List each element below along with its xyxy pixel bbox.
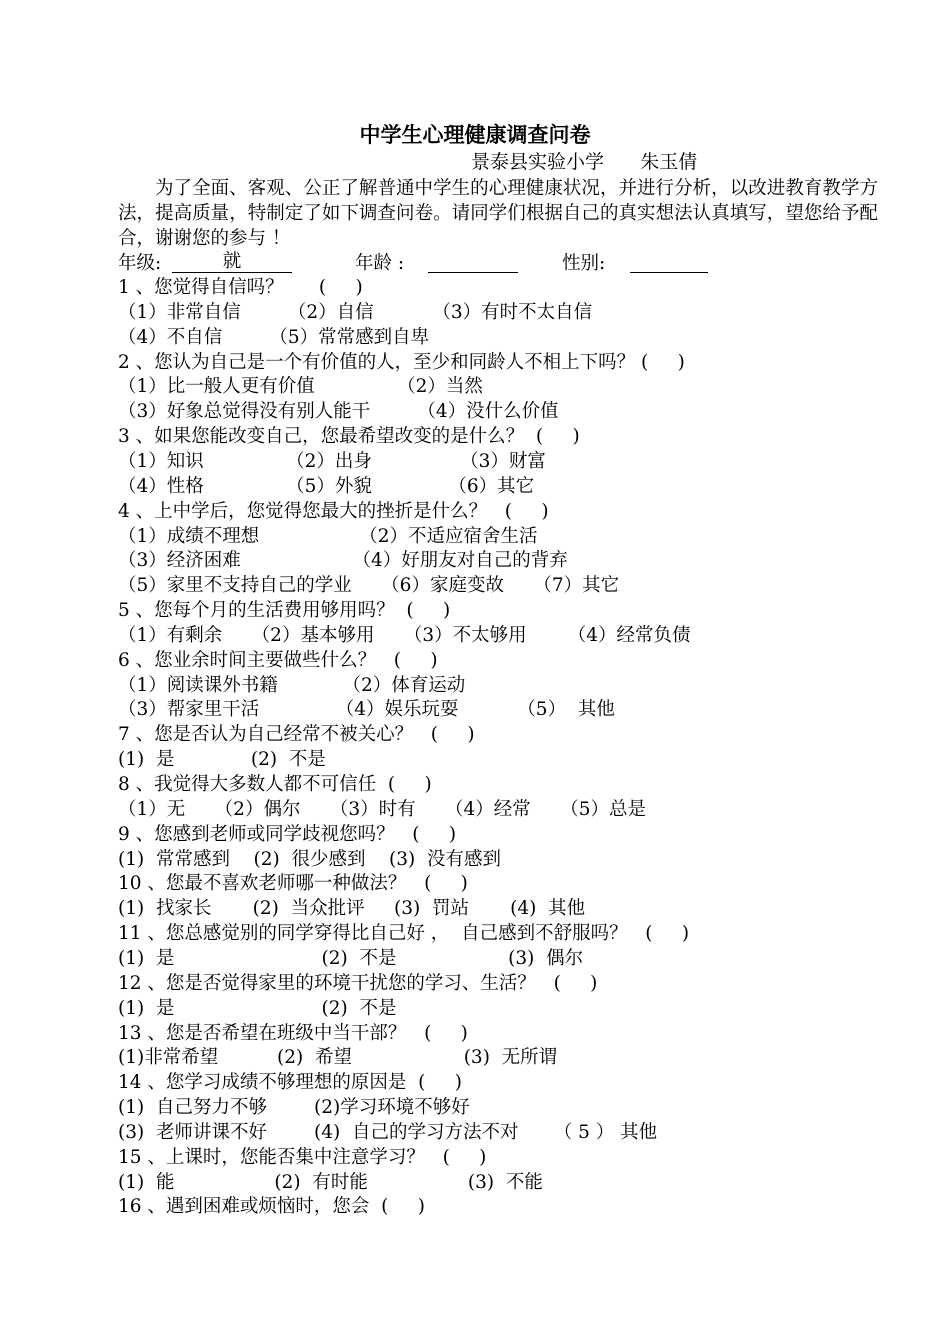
option-line: (1) 找家长 (2) 当众批评 (3) 罚站 (4) 其他 xyxy=(118,898,586,919)
gender-label: 性别: xyxy=(562,253,606,274)
option-line: （4）不自信 （5）常常感到自卑 xyxy=(118,327,430,348)
option-line: (1) 常常感到 (2) 很少感到 (3) 没有感到 xyxy=(118,849,501,870)
option-line: (1) 能 (2) 有时能 (3) 不能 xyxy=(118,1172,543,1193)
option-line: （1）比一般人更有价值 （2）当然 xyxy=(118,376,483,397)
question-line: 4 、上中学后，您觉得您最大的挫折是什么？ ( ) xyxy=(118,501,549,522)
option-line: （1）有剩余 （2）基本够用 （3）不太够用 （4）经常负债 xyxy=(118,625,691,646)
option-line: （4）性格 （5）外貌 （6）其它 xyxy=(118,476,535,497)
option-line: (1) 是 (2) 不是 (3) 偶尔 xyxy=(118,948,584,969)
question-line: 14 、您学习成绩不够理想的原因是 ( ) xyxy=(118,1072,463,1093)
option-line: （3）经济困难 （4）好朋友对自己的背弃 xyxy=(118,550,568,571)
question-line: 5 、您每个月的生活费用够用吗？ ( ) xyxy=(118,600,451,621)
option-line: （1）非常自信 （2）自信 （3）有时不太自信 xyxy=(118,302,593,323)
question-line: 11 、您总感觉别的同学穿得比自己好 ， 自己感到不舒服吗？ ( ) xyxy=(118,923,690,944)
question-line: 3 、如果您能改变自己，您最希望改变的是什么？ ( ) xyxy=(118,426,580,447)
option-line: （3）帮家里干活 （4）娱乐玩耍 （5） 其他 xyxy=(118,699,615,720)
question-line: 6 、您业余时间主要做些什么？ ( ) xyxy=(118,650,438,671)
question-line: 9 、您感到老师或同学歧视您吗？ ( ) xyxy=(118,824,457,845)
option-line: （3）好象总觉得没有别人能干 （4）没什么价值 xyxy=(118,401,559,422)
question-line: 8 、我觉得大多数人都不可信任 ( ) xyxy=(118,774,432,795)
question-line: 15 、上课时，您能否集中注意学习？ ( ) xyxy=(118,1147,487,1168)
option-line: (3) 老师讲课不好 (4) 自己的学习方法不对 （ 5 ） 其他 xyxy=(118,1122,658,1143)
option-line: （5）家里不支持自己的学业 （6）家庭变故 （7）其它 xyxy=(118,575,620,596)
option-line: (1)非常希望 (2) 希望 (3) 无所谓 xyxy=(118,1047,558,1068)
question-line: 10 、您最不喜欢老师哪一种做法？ ( ) xyxy=(118,873,468,894)
grade-field[interactable]: 就 xyxy=(172,250,292,273)
age-label: 年龄 : xyxy=(355,253,405,274)
question-line: 2 、您认为自己是一个有价值的人，至少和同龄人不相上下吗？ ( ) xyxy=(118,352,685,373)
gender-field[interactable] xyxy=(630,250,708,273)
option-line: (1) 自己努力不够 (2)学习环境不够好 xyxy=(118,1097,470,1118)
option-line: （1）阅读课外书籍 （2）体育运动 xyxy=(118,675,466,696)
question-line: 13 、您是否希望在班级中当干部？ ( ) xyxy=(118,1023,468,1044)
option-line: (1) 是 (2) 不是 xyxy=(118,749,326,770)
intro-paragraph: 为了全面、客观、公正了解普通中学生的心理健康状况，并进行分析，以改进教育教学方法，提高质量，特制定了如下调查问卷。请同学们根据自己的真实想法认真填写，望您给予配合，谢谢您的参与 ！ xyxy=(118,178,878,249)
question-line: 7 、您是否认为自己经常不被关心？ ( ) xyxy=(118,724,475,745)
question-line: 16 、遇到困难或烦恼时，您会 ( ) xyxy=(118,1196,426,1217)
grade-label: 年级: xyxy=(118,253,162,274)
question-line: 12 、您是否觉得家里的环境干扰您的学习、生活？ ( ) xyxy=(118,973,598,994)
age-field[interactable] xyxy=(428,250,518,273)
option-line: （1）成绩不理想 （2）不适应宿舍生活 xyxy=(118,526,538,547)
document-title: 中学生心理健康调查问卷 xyxy=(359,123,591,147)
option-line: （1）无 （2）偶尔 （3）时有 （4）经常 （5）总是 xyxy=(118,799,646,820)
question-line: 1 、您觉得自信吗？ ( ) xyxy=(118,277,363,298)
option-line: (1) 是 (2) 不是 xyxy=(118,998,397,1019)
option-line: （1）知识 （2）出身 （3）财富 xyxy=(118,451,546,472)
author-line: 景泰县实验小学 朱玉倩 xyxy=(471,151,698,173)
